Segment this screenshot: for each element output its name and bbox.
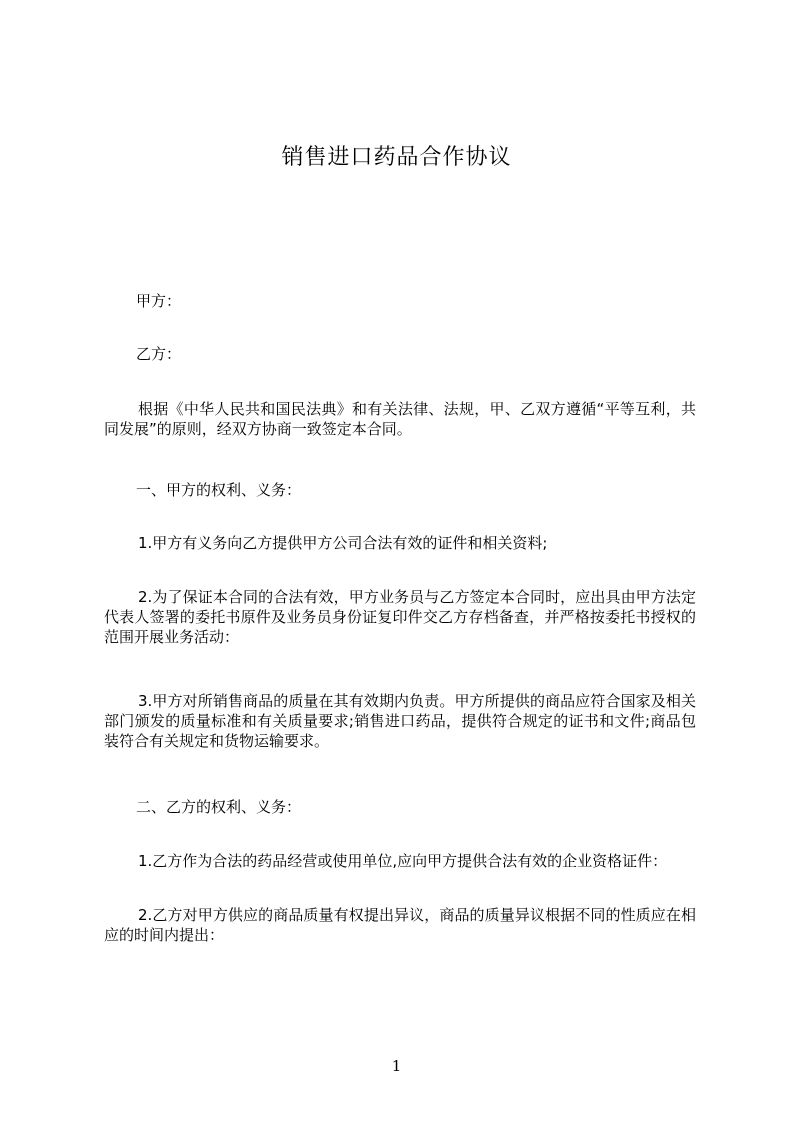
section-2-heading: 二、乙方的权利、义务：	[136, 798, 302, 816]
section-1-item-1: 1.甲方有义务向乙方提供甲方公司合法有效的证件和相关资料;	[138, 534, 548, 552]
section-2-item-1: 1.乙方作为合法的药品经营或使用单位,应向甲方提供合法有效的企业资格证件：	[138, 852, 668, 870]
party-a-label: 甲方：	[136, 292, 182, 310]
preamble-paragraph: 根据《中华人民共和国民法典》和有关法律、法规，甲、乙双方遵循“平等互利，共同发展”的原则，经双方协商一致签定本合同。	[104, 400, 696, 438]
section-1-item-3: 3.甲方对所销售商品的质量在其有效期内负责。甲方所提供的商品应符合国家及相关部门颁发的质量标准和有关质量要求;销售进口药品，提供符合规定的证书和文件;商品包装符合有关规定和货物运输要求。	[104, 692, 696, 750]
section-1-heading: 一、甲方的权利、义务：	[136, 481, 302, 499]
section-2-item-2: 2.乙方对甲方供应的商品质量有权提出异议，商品的质量异议根据不同的性质应在相应的时间内提出：	[104, 906, 696, 944]
party-b-label: 乙方：	[136, 345, 182, 363]
document-title: 销售进口药品合作协议	[281, 145, 512, 170]
section-1-item-2: 2.为了保证本合同的合法有效，甲方业务员与乙方签定本合同时，应出具由甲方法定代表人签署的委托书原件及业务员身份证复印件交乙方存档备查，并严格按委托书授权的范围开展业务活动：	[104, 588, 696, 646]
page-number: 1	[391, 1057, 402, 1075]
